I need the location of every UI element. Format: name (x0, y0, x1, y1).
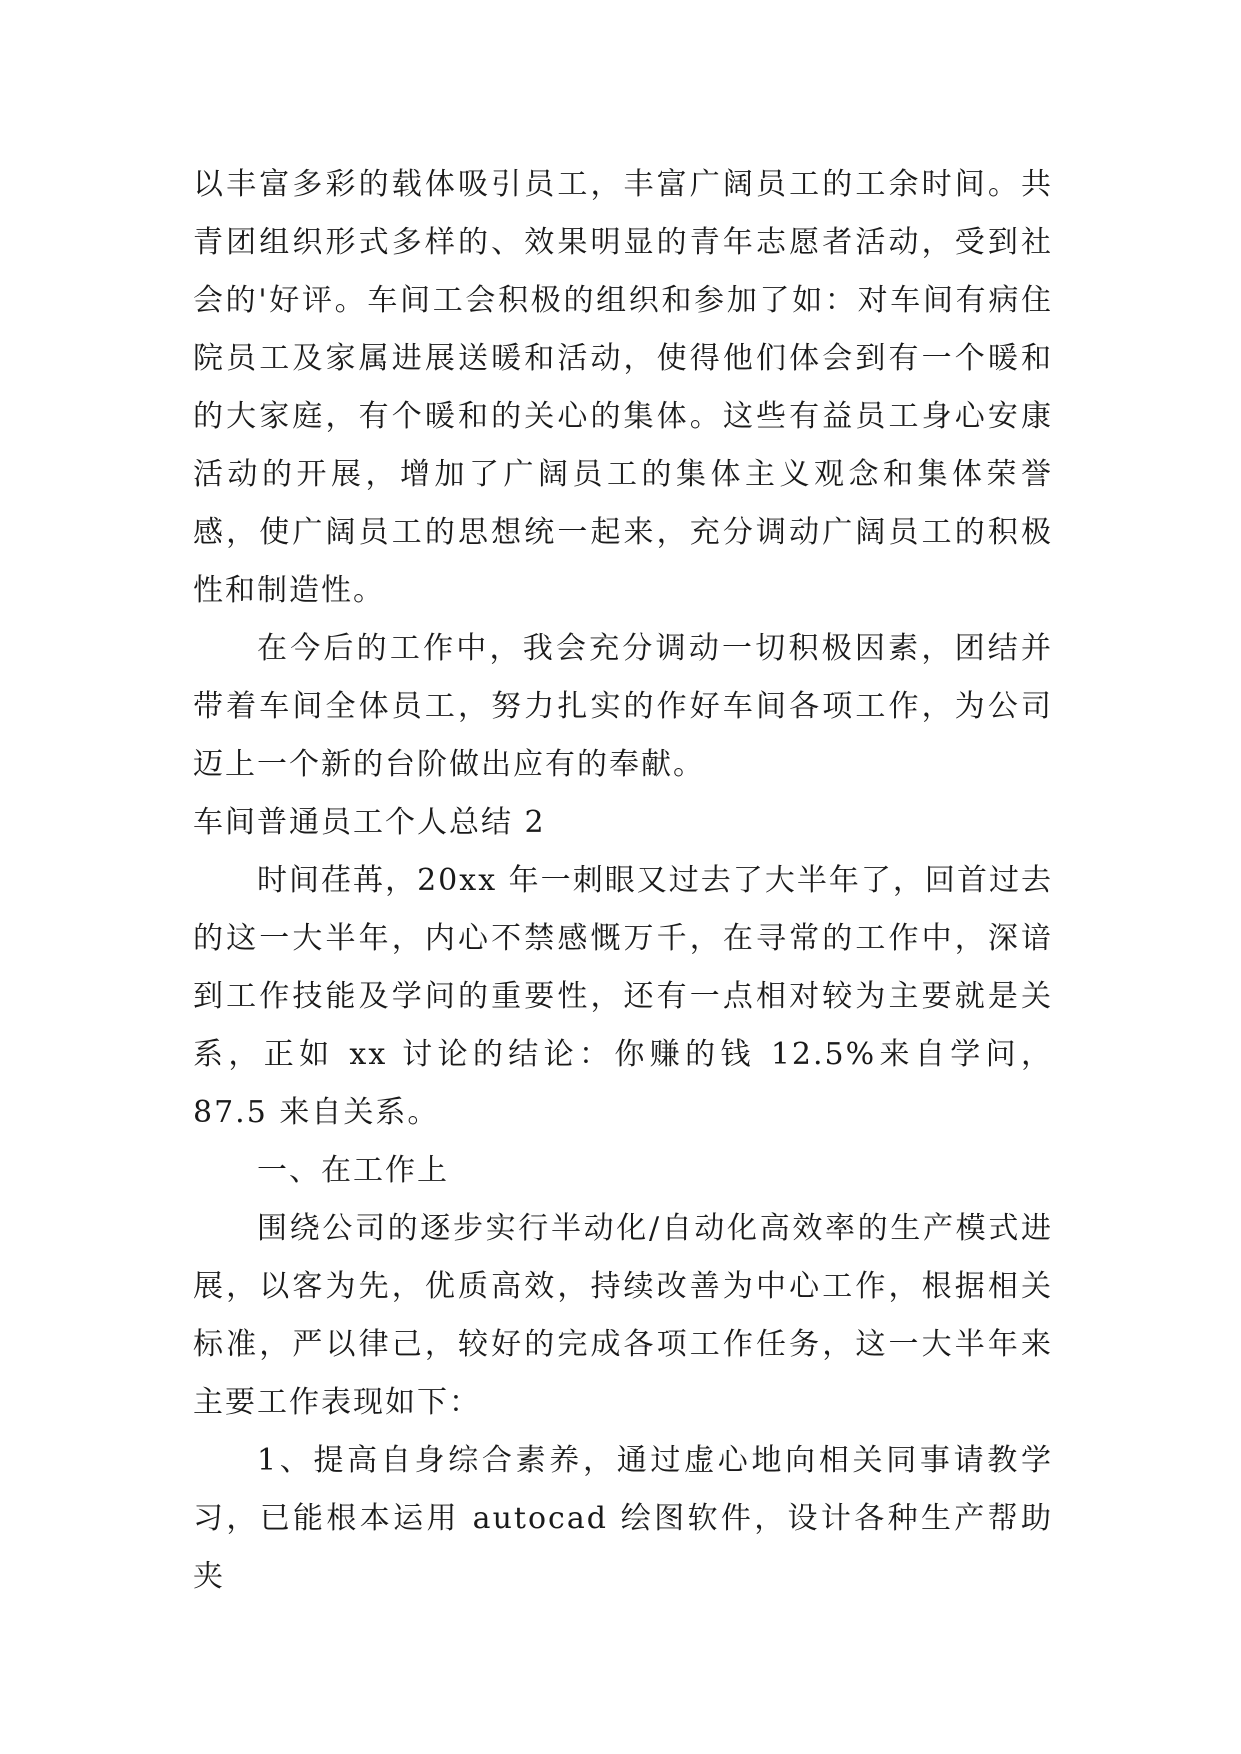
body-paragraph: 以丰富多彩的载体吸引员工，丰富广阔员工的工余时间。共青团组织形式多样的、效果明显的青年志愿者活动，受到社会的'好评。车间工会积极的组织和参加了如：对车间有病住院员工及家属进展送暖和活动，使得他们体会到有一个暖和的大家庭，有个暖和的关心的集体。这些有益员工身心安康活动的开展，增加了广阔员工的集体主义观念和集体荣誉感，使广阔员工的思想统一起来，充分调动广阔员工的积极性和制造性。 (193, 167, 1053, 608)
body-paragraph: 在今后的工作中，我会充分调动一切积极因素，团结并带着车间全体员工，努力扎实的作好车间各项工作，为公司迈上一个新的台阶做出应有的奉献。 (193, 631, 1053, 782)
body-paragraph: 时间荏苒，20xx 年一刺眼又过去了大半年了，回首过去的这一大半年，内心不禁感慨万千，在寻常的工作中，深谙到工作技能及学问的重要性，还有一点相对较为主要就是关系，正如 xx 讨论的结论：你赚的钱 12.5%来自学问，87.5 来自关系。 (193, 863, 1053, 1130)
subheading: 一、在工作上 (257, 1153, 449, 1188)
body-paragraph: 围绕公司的逐步实行半动化/自动化高效率的生产模式进展，以客为先，优质高效，持续改善为中心工作，根据相关标准，严以律己，较好的完成各项工作任务，这一大半年来主要工作表现如下： (193, 1211, 1053, 1420)
section-title: 车间普通员工个人总结 2 (193, 805, 546, 840)
document-page (193, 156, 1053, 1606)
body-paragraph: 1、提高自身综合素养，通过虚心地向相关同事请教学习，已能根本运用 autocad 绘图软件，设计各种生产帮助夹 (193, 1443, 1053, 1594)
